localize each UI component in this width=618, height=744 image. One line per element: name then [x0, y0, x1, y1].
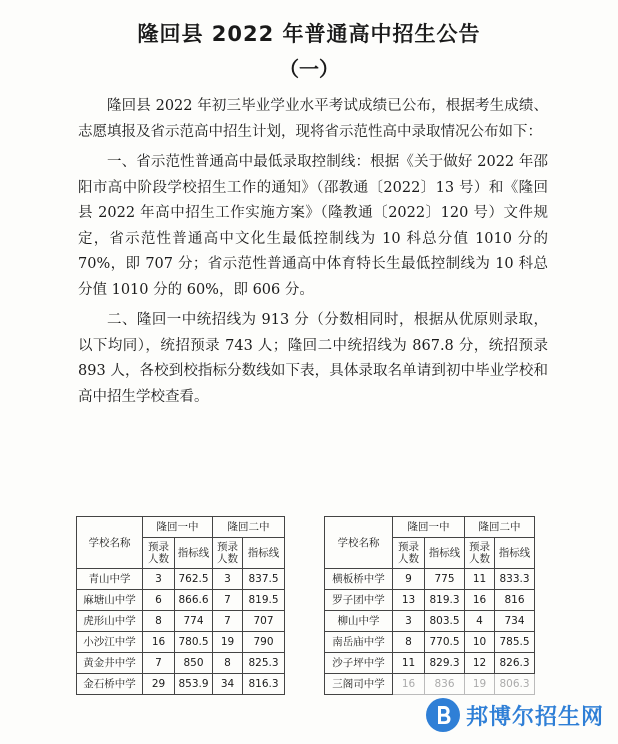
table-cell: 横板桥中学	[325, 569, 393, 590]
header-index-line: 指标线	[243, 538, 285, 569]
table-cell: 853.9	[175, 674, 213, 695]
table-gap	[285, 674, 325, 695]
table-cell: 775	[425, 569, 465, 590]
table-cell: 837.5	[243, 569, 285, 590]
table-cell: 10	[465, 632, 495, 653]
table-cell: 833.3	[495, 569, 535, 590]
table-cell: 8	[393, 632, 425, 653]
table-cell: 16	[143, 632, 175, 653]
table-cell: 850	[175, 653, 213, 674]
table-gap	[285, 569, 325, 590]
table-cell: 16	[465, 590, 495, 611]
table-cell: 819.3	[425, 590, 465, 611]
document-title: 隆回县 2022 年普通高中招生公告	[137, 22, 481, 46]
table-gap	[285, 590, 325, 611]
header-index-line: 指标线	[425, 538, 465, 569]
table-cell: 7	[213, 590, 243, 611]
table-cell: 柳山中学	[325, 611, 393, 632]
table-cell: 19	[213, 632, 243, 653]
table-cell: 6	[143, 590, 175, 611]
table-cell: 南岳庙中学	[325, 632, 393, 653]
table-gap	[285, 632, 325, 653]
table-gap	[285, 653, 325, 674]
table-cell: 虎形山中学	[77, 611, 143, 632]
table-cell: 803.5	[425, 611, 465, 632]
header-school-name-right: 学校名称	[325, 517, 393, 569]
table-cell: 沙子坪中学	[325, 653, 393, 674]
table-row	[77, 653, 535, 674]
table-cell: 836	[425, 674, 465, 695]
table-gap	[285, 611, 325, 632]
header-school1-right: 隆回一中	[393, 517, 465, 538]
table-cell: 11	[393, 653, 425, 674]
table-cell: 3	[143, 569, 175, 590]
table-gap	[285, 517, 325, 569]
header-school2-left: 隆回二中	[213, 517, 285, 538]
table-row	[77, 611, 535, 632]
document-body	[78, 94, 548, 410]
table-cell: 707	[243, 611, 285, 632]
table-cell: 829.3	[425, 653, 465, 674]
table-cell: 816	[495, 590, 535, 611]
table-cell: 3	[213, 569, 243, 590]
header-school2-right: 隆回二中	[465, 517, 535, 538]
table-cell: 13	[393, 590, 425, 611]
table-cell: 19	[465, 674, 495, 695]
header-school-name-left: 学校名称	[77, 517, 143, 569]
paragraph-control-line: 一、省示范性普通高中最低录取控制线：根据《关于做好 2022 年邵阳市高中阶段学校招生工作的通知》（邵教通〔2022〕13 号）和《隆回县 2022 年高中招生工作实施方案》（隆教通〔2022〕120 号）文件规定，省示范性普通高中文化生最低控制线为 10 科总分值 1010 分的 70%，即 707 分；省示范性普通高中体育特长生最低控制线为 10 科总分值 1010 分的 60%，即 606 分。	[78, 154, 548, 298]
table-cell: 866.6	[175, 590, 213, 611]
table-cell: 11	[465, 569, 495, 590]
table-cell: 9	[393, 569, 425, 590]
header-index-line: 指标线	[175, 538, 213, 569]
table-cell: 34	[213, 674, 243, 695]
table-row	[77, 674, 535, 695]
table-cell: 小沙江中学	[77, 632, 143, 653]
table-cell: 7	[213, 611, 243, 632]
table-cell: 16	[393, 674, 425, 695]
header-school1-left: 隆回一中	[143, 517, 213, 538]
table-cell: 785.5	[495, 632, 535, 653]
table-cell: 金石桥中学	[77, 674, 143, 695]
table-cell: 29	[143, 674, 175, 695]
table-cell: 黄金井中学	[77, 653, 143, 674]
table-cell: 770.5	[425, 632, 465, 653]
table-cell: 麻塘山中学	[77, 590, 143, 611]
table-cell: 8	[143, 611, 175, 632]
header-admit-count: 预录人数	[465, 538, 495, 569]
table-cell: 825.3	[243, 653, 285, 674]
table-cell: 816.3	[243, 674, 285, 695]
table-cell: 806.3	[495, 674, 535, 695]
table-cell: 780.5	[175, 632, 213, 653]
table-cell: 罗子团中学	[325, 590, 393, 611]
site-watermark	[426, 698, 604, 732]
table-cell: 790	[243, 632, 285, 653]
header-admit-count: 预录人数	[213, 538, 243, 569]
table-row	[77, 590, 535, 611]
document-subtitle: （一）	[279, 57, 339, 81]
header-index-line: 指标线	[495, 538, 535, 569]
header-admit-count: 预录人数	[393, 538, 425, 569]
table-cell: 7	[143, 653, 175, 674]
table-cell: 8	[213, 653, 243, 674]
header-admit-count: 预录人数	[143, 538, 175, 569]
paragraph-admission-line: 二、隆回一中统招线为 913 分（分数相同时，根据从优原则录取，以下均同），统招预录 743 人；隆回二中统招线为 867.8 分，统招预录 893 人，各校到校指标分数线如下表，具体录取名单请到初中毕业学校和高中招生学校查看。	[78, 312, 548, 405]
watermark-text: 邦博尔招生网	[465, 704, 604, 730]
table-row	[77, 569, 535, 590]
table-cell: 819.5	[243, 590, 285, 611]
table-cell: 774	[175, 611, 213, 632]
table-header-row-1	[77, 517, 535, 538]
table-cell: 734	[495, 611, 535, 632]
table-cell: 826.3	[495, 653, 535, 674]
table-cell: 青山中学	[77, 569, 143, 590]
table-cell: 4	[465, 611, 495, 632]
admission-score-table	[76, 516, 535, 695]
table-cell: 三阁司中学	[325, 674, 393, 695]
table-row	[77, 632, 535, 653]
table-cell: 12	[465, 653, 495, 674]
table-cell: 762.5	[175, 569, 213, 590]
b-logo-icon	[426, 698, 460, 732]
table-cell: 3	[393, 611, 425, 632]
paragraph-intro: 隆回县 2022 年初三毕业学业水平考试成绩已公布，根据考生成绩、志愿填报及省示范高中招生计划，现将省示范性高中录取情况公布如下：	[78, 98, 548, 140]
